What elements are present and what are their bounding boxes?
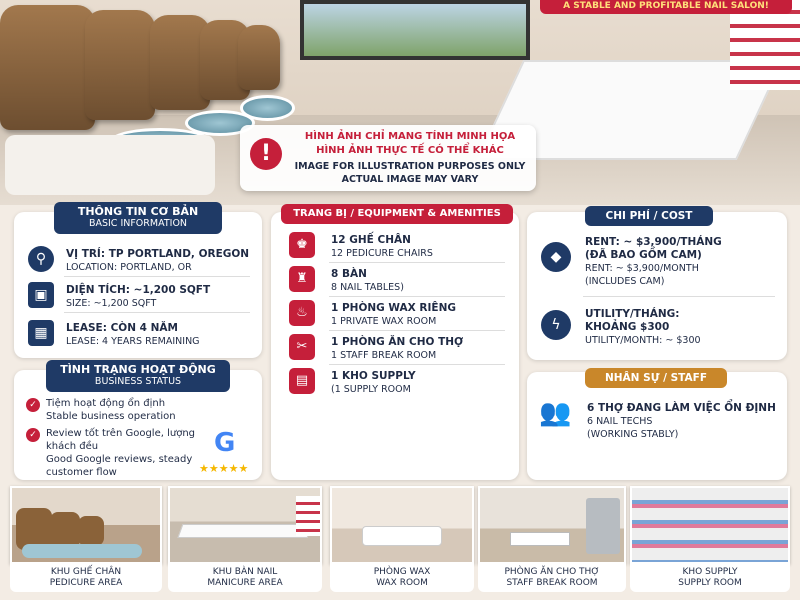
equipment-item-3: 1 PHÒNG WAX RIÊNG 1 PRIVATE WAX ROOM xyxy=(331,302,456,327)
basic-info-title-en: BASIC INFORMATION xyxy=(88,218,188,229)
pedicure-basin xyxy=(240,95,295,121)
business-status-title-vi: TÌNH TRẠNG HOẠT ĐỘNG xyxy=(60,363,216,376)
wax-room-caption: PHÒNG WAX WAX ROOM xyxy=(330,564,474,592)
equipment-item-4: 1 PHÒNG ĂN CHO THỢ 1 STAFF BREAK ROOM xyxy=(331,336,464,361)
check-icon: ✓ xyxy=(26,428,40,442)
size-text: DIỆN TÍCH: ~1,200 SQFT SIZE: ~1,200 SQFT xyxy=(66,284,211,309)
calendar-icon: ▦ xyxy=(28,320,54,346)
wax-room-photo xyxy=(330,486,474,564)
pedicure-area-photo xyxy=(10,486,162,564)
manicure-area-photo xyxy=(168,486,322,564)
price-tag-icon: ◆ xyxy=(541,242,571,272)
exclamation-icon: ! xyxy=(250,138,282,170)
nail-polish-icon: ♜ xyxy=(289,266,315,292)
pedicure-chair xyxy=(238,25,280,90)
slogan-banner: A STABLE AND PROFITABLE NAIL SALON! xyxy=(540,0,792,14)
pedicure-chair xyxy=(0,5,95,130)
google-logo-icon: G xyxy=(214,428,236,458)
staff-card xyxy=(527,372,787,480)
manicure-area-caption: KHU BÀN NAIL MANICURE AREA xyxy=(168,564,322,592)
rent-text: RENT: ~ $3,900/THÁNG (ĐÃ BAO GỒM CAM) RENT: ~ $3,900/MONTH (INCLUDES CAM) xyxy=(585,236,722,287)
team-people-icon: 👥 xyxy=(539,398,572,428)
utility-text: UTILITY/THÁNG: KHOẢNG $300 UTILITY/MONTH: ~ $300 xyxy=(585,308,701,346)
equipment-header: TRANG BỊ / EQUIPMENT & AMENITIES xyxy=(281,204,513,224)
business-status-header xyxy=(46,360,230,392)
staff-break-room-photo xyxy=(478,486,626,564)
supply-room-caption: KHO SUPPLY SUPPLY ROOM xyxy=(630,564,790,592)
status-item-2: Review tốt trên Google, lượng khách đều Good Google reviews, steady customer flow xyxy=(46,428,196,478)
business-status-title-en: BUSINESS STATUS xyxy=(94,376,182,387)
supply-box-icon: ▤ xyxy=(289,368,315,394)
basic-info-card xyxy=(14,205,262,358)
pedicure-base xyxy=(5,135,215,195)
location-text: VỊ TRÍ: TP PORTLAND, OREGON LOCATION: PORTLAND, OR xyxy=(66,248,250,273)
check-icon: ✓ xyxy=(26,398,40,412)
staff-break-room-caption: PHÒNG ĂN CHO THỢ STAFF BREAK ROOM xyxy=(478,564,626,592)
equipment-item-1: 12 GHẾ CHÂN 12 PEDICURE CHAIRS xyxy=(331,234,433,259)
business-status-card xyxy=(14,363,262,480)
status-item-1: Tiệm hoạt động ổn định Stable business operation xyxy=(46,398,176,422)
lease-text: LEASE: CÒN 4 NĂM LEASE: 4 YEARS REMAINING xyxy=(66,322,200,347)
pedicure-chair xyxy=(85,10,155,120)
equipment-card xyxy=(271,208,519,480)
storefront-window xyxy=(300,0,530,60)
cost-card xyxy=(527,212,787,360)
basic-info-header xyxy=(54,202,222,234)
notice-line-vi-1: HÌNH ẢNH CHỈ MANG TÍNH MINH HỌA xyxy=(304,131,516,142)
pedicure-area-caption: KHU GHẾ CHÂN PEDICURE AREA xyxy=(10,564,162,592)
five-star-rating: ★★★★★ xyxy=(199,462,249,475)
area-square-icon: ▣ xyxy=(28,282,54,308)
equipment-item-5: 1 KHO SUPPLY (1 SUPPLY ROOM xyxy=(331,370,416,395)
notice-line-en-2: ACTUAL IMAGE MAY VARY xyxy=(341,174,479,185)
notice-line-en-1: IMAGE FOR ILLUSTRATION PURPOSES ONLY xyxy=(294,161,526,172)
equipment-item-2: 8 BÀN 8 NAIL TABLES) xyxy=(331,268,404,293)
lightning-icon: ϟ xyxy=(541,310,571,340)
staff-text: 6 THỢ ĐANG LÀM VIỆC ỔN ĐỊNH 6 NAIL TECHS (WORKING STABLY) xyxy=(587,402,776,440)
cost-header: CHI PHÍ / COST xyxy=(585,206,713,226)
notice-line-vi-2: HÌNH ẢNH THỰC TẾ CÓ THỂ KHÁC xyxy=(316,145,504,156)
basic-info-title-vi: THÔNG TIN CƠ BẢN xyxy=(77,205,199,218)
illustration-notice xyxy=(240,125,536,191)
wax-room-icon: ♨ xyxy=(289,300,315,326)
fork-knife-icon: ✂ xyxy=(289,334,315,360)
pedicure-chair-icon: ♚ xyxy=(289,232,315,258)
staff-header: NHÂN SỰ / STAFF xyxy=(585,368,727,388)
location-pin-icon: ⚲ xyxy=(28,246,54,272)
supply-room-photo xyxy=(630,486,790,564)
